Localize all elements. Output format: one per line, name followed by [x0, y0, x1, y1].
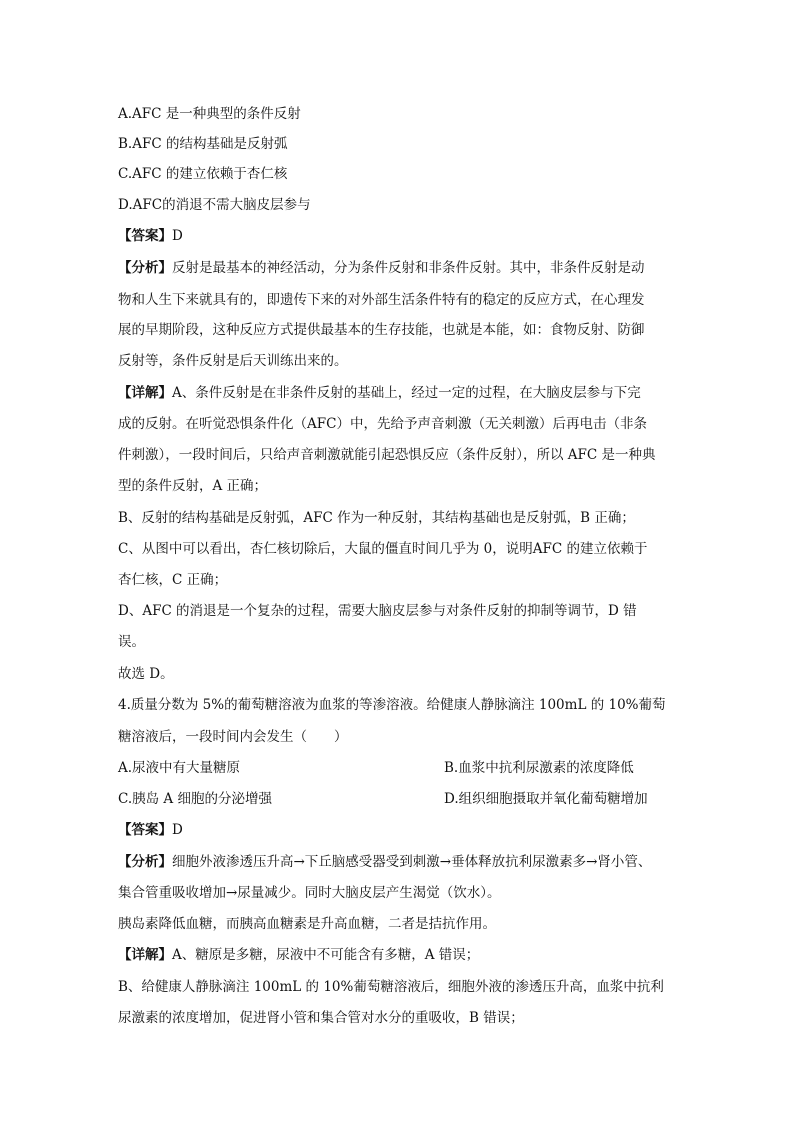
answer-tag: 【答案】 [118, 228, 172, 244]
answer-value: D [172, 822, 183, 838]
answer-value: D [172, 228, 183, 244]
q3-option-a: A.AFC 是一种典型的条件反射 [118, 106, 301, 122]
q4-stem-line: 4.质量分数为 5%的葡萄糖溶液为血浆的等渗溶液。给健康人静脉滴注 100mL 的 10%葡萄 [118, 697, 666, 713]
q4-analysis-line: 集合管重吸收增加→尿量减少。同时大脑皮层产生渴觉（饮水）。 [118, 885, 501, 901]
q3-detail-line: B、反射的结构基础是反射弧，AFC 作为一种反射，其结构基础也是反射弧，B 正确； [118, 510, 635, 526]
analysis-tag: 【分析】 [118, 260, 172, 276]
q4-option-b: B.血浆中抗利尿激素的浓度降低 [444, 760, 634, 776]
q3-option-c: C.AFC 的建立依赖于杏仁核 [118, 166, 288, 182]
q3-answer [118, 226, 183, 246]
q4-option-d: D.组织细胞摄取并氧化葡萄糖增加 [444, 791, 648, 807]
q3-detail-line: D、AFC 的消退是一个复杂的过程，需要大脑皮层参与对条件反射的抑制等调节，D 错 [118, 603, 637, 619]
q3-conclusion: 故选 D。 [118, 666, 174, 682]
q3-detail-line: 【详解】A、条件反射是在非条件反射的基础上，经过一定的过程，在大脑皮层参与下完 [118, 385, 641, 401]
q4-analysis-line: 【分析】细胞外液渗透压升高→下丘脑感受器受到刺激→垂体释放抗利尿激素多→肾小管、 [118, 854, 652, 870]
q3-detail-line: 成的反射。在听觉恐惧条件化（AFC）中，先给予声音刺激（无关刺激）后再电击（非条 [118, 416, 647, 432]
q3-analysis-line: 展的早期阶段，这种反应方式提供最基本的生存技能，也就是本能，如：食物反射、防御 [118, 322, 645, 338]
q4-analysis-line: 胰岛素降低血糖，而胰高血糖素是升高血糖，二者是拮抗作用。 [118, 916, 496, 932]
q4-option-c: C.胰岛 A 细胞的分泌增强 [118, 791, 272, 807]
q3-detail-line: 误。 [118, 634, 145, 650]
detail-tag: 【详解】 [118, 947, 172, 963]
q3-option-b: B.AFC 的结构基础是反射弧 [118, 136, 288, 152]
q4-answer [118, 820, 183, 840]
analysis-tag: 【分析】 [118, 854, 172, 870]
answer-tag: 【答案】 [118, 822, 172, 838]
q3-detail-line: 型的条件反射，A 正确； [118, 478, 268, 494]
q4-stem-line: 糖溶液后，一段时间内会发生（ ） [118, 729, 348, 745]
q3-analysis-line: 反射等，条件反射是后天训练出来的。 [118, 353, 348, 369]
q4-detail-line: 【详解】A、糖原是多糖，尿液中不可能含有多糖，A 错误； [118, 947, 480, 963]
q3-detail-line: C、从图中可以看出，杏仁核切除后，大鼠的僵直时间几乎为 0，说明AFC 的建立依赖于 [118, 541, 648, 557]
q3-detail-line: 件刺激），一段时间后，只给声音刺激就能引起恐惧反应（条件反射），所以 AFC 是一种典 [118, 447, 656, 463]
q3-analysis-line: 物和人生下来就具有的，即遗传下来的对外部生活条件特有的稳定的反应方式，在心理发 [118, 292, 645, 308]
q3-detail-line: 杏仁核，C 正确； [118, 572, 228, 588]
q3-option-d: D.AFC的消退不需大脑皮层参与 [118, 197, 311, 213]
q3-analysis-line: 【分析】反射是最基本的神经活动，分为条件反射和非条件反射。其中，非条件反射是动 [118, 260, 645, 276]
q4-option-a: A.尿液中有大量糖原 [118, 760, 241, 776]
q4-detail-line: 尿激素的浓度增加，促进肾小管和集合管对水分的重吸收，B 错误； [118, 1010, 524, 1026]
q4-detail-line: B、给健康人静脉滴注 100mL 的 10%葡萄糖溶液后，细胞外液的渗透压升高，血浆中抗利 [118, 979, 664, 995]
detail-tag: 【详解】 [118, 385, 172, 401]
